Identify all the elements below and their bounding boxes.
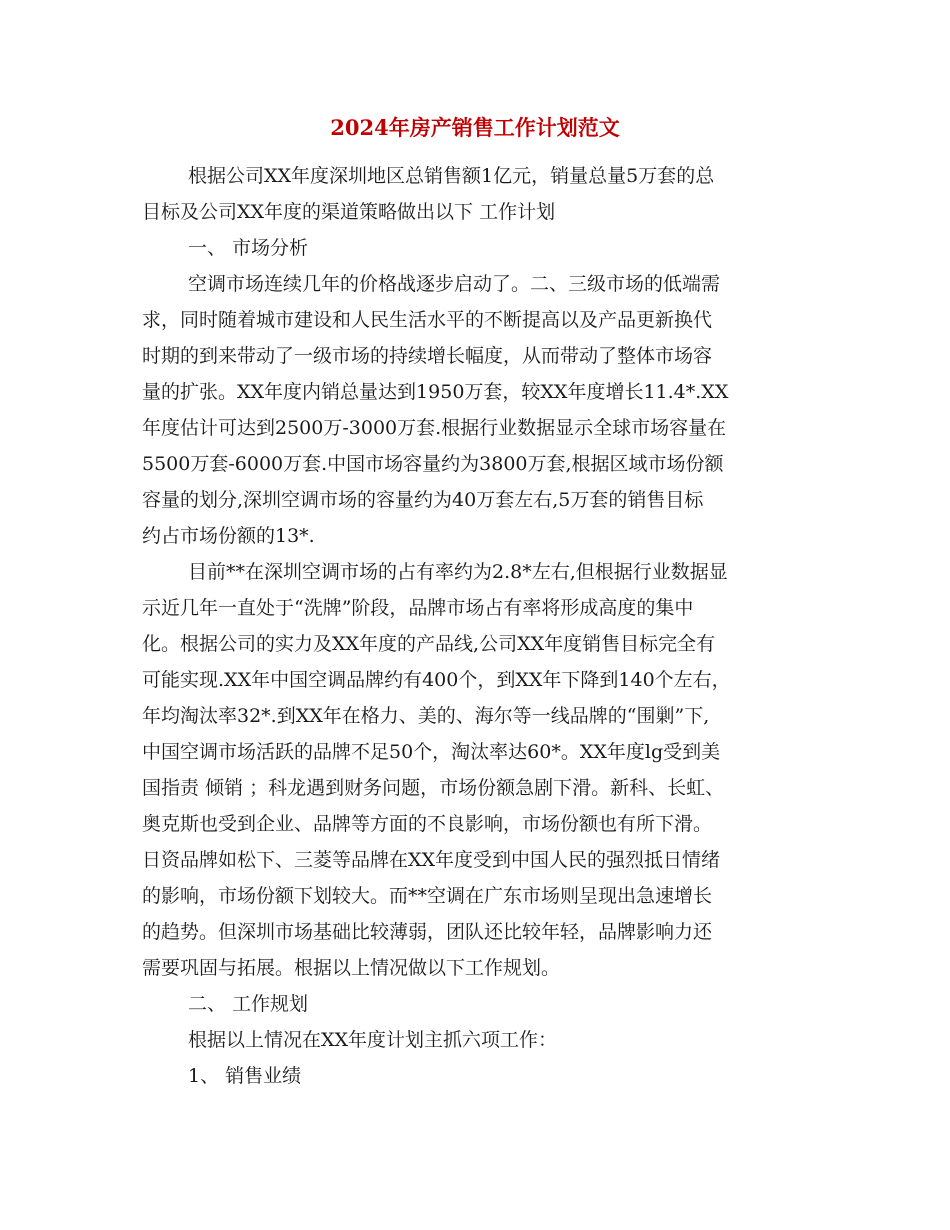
body-line: 1、 销售业绩: [188, 1065, 302, 1087]
body-line: 中国空调市场活跃的品牌不足50个，淘汰率达60*。XX年度lg受到美: [142, 741, 721, 763]
body-line: 目前**在深圳空调市场的占有率约为2.8*左右,但根据行业数据显: [188, 561, 728, 583]
body-line: 日资品牌如松下、三菱等品牌在XX年度受到中国人民的强烈抵日情绪: [142, 849, 721, 871]
body-line: 可能实现.XX年中国空调品牌约有400个，到XX年下降到140个左右，: [142, 669, 731, 691]
body-line: 量的扩张。XX年度内销总量达到1950万套，较XX年度增长11.4*.XX: [142, 381, 729, 403]
body-line: 的趋势。但深圳市场基础比较薄弱，团队还比较年轻，品牌影响力还: [142, 921, 713, 943]
body-line: 目标及公司XX年度的渠道策略做出以下 工作计划: [142, 201, 556, 223]
body-line: 二、 工作规划: [188, 993, 309, 1015]
body-line: 求，同时随着城市建设和人民生活水平的不断提高以及产品更新换代: [142, 309, 713, 331]
body-line: 根据以上情况在XX年度计划主抓六项工作：: [188, 1029, 558, 1051]
body-line: 的影响，市场份额下划较大。而**空调在广东市场则呈现出急速增长: [142, 885, 713, 907]
body-line: 年度估计可达到2500万-3000万套.根据行业数据显示全球市场容量在: [142, 417, 727, 439]
body-line: 示近几年一直处于“洗牌”阶段，品牌市场占有率将形成高度的集中: [142, 597, 694, 619]
body-line: 根据公司XX年度深圳地区总销售额1亿元，销量总量5万套的总: [188, 165, 715, 187]
document-title: 2024年房产销售工作计划范文: [330, 115, 620, 140]
body-line: 约占市场份额的13*.: [142, 525, 315, 547]
body-line: 国指责 倾销 ；科龙遇到财务问题，市场份额急剧下滑。新科、长虹、: [142, 777, 725, 799]
body-line: 奥克斯也受到企业、品牌等方面的不良影响，市场份额也有所下滑。: [142, 813, 713, 835]
body-line: 空调市场连续几年的价格战逐步启动了。二、三级市场的低端需: [188, 273, 721, 295]
body-line: 年均淘汰率32*.到XX年在格力、美的、海尔等一线品牌的“围剿”下,: [142, 705, 710, 727]
body-line: 时期的到来带动了一级市场的持续增长幅度，从而带动了整体市场容: [142, 345, 713, 367]
body-line: 一、 市场分析: [188, 237, 309, 259]
document-body: [142, 158, 822, 1094]
body-line: 5500万套-6000万套.中国市场容量约为3800万套,根据区域市场份额: [142, 453, 724, 475]
body-line: 需要巩固与拓展。根据以上情况做以下工作规划。: [142, 957, 561, 979]
body-line: 容量的划分,深圳空调市场的容量约为40万套左右,5万套的销售目标: [142, 489, 704, 511]
body-line: 化。根据公司的实力及XX年度的产品线,公司XX年度销售目标完全有: [142, 633, 716, 655]
